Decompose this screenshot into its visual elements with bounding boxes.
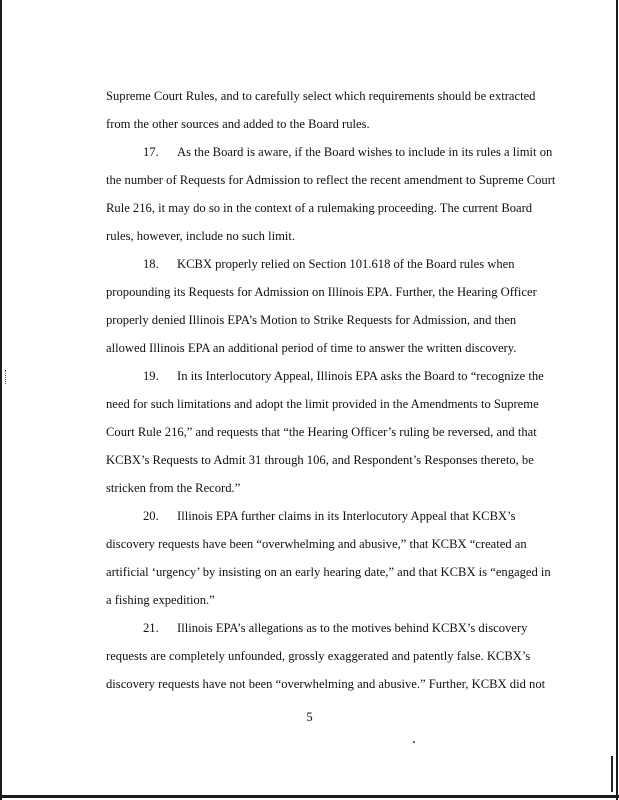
line-text: propounding its Requests for Admission on Illinois EPA. Further, the Hearing Officer — [106, 285, 537, 299]
body-line — [0, 341, 619, 355]
body-line — [0, 89, 619, 103]
line-text: discovery requests have been “overwhelming and abusive,” that KCBX “created an — [106, 537, 527, 551]
line-text: As the Board is aware, if the Board wishes to include in its rules a limit on — [177, 145, 553, 159]
body-line — [0, 537, 619, 551]
paragraph-number: 21. — [143, 621, 159, 635]
body-line — [0, 481, 619, 495]
line-text: Court Rule 216,” and requests that “the Hearing Officer’s ruling be reversed, and that — [106, 425, 537, 439]
body-line — [0, 229, 619, 243]
paragraph-number: 18. — [143, 257, 159, 271]
body-line — [0, 285, 619, 299]
line-text: Rule 216, it may do so in the context of a rulemaking proceeding. The current Board — [106, 201, 533, 215]
line-text: rules, however, include no such limit. — [106, 229, 296, 243]
line-text: stricken from the Record.” — [106, 481, 241, 495]
body-line — [0, 397, 619, 411]
scan-speck — [413, 741, 415, 743]
page-number: 5 — [306, 710, 313, 724]
paragraph-17-first-line — [0, 145, 619, 159]
line-text: allowed Illinois EPA an additional period of time to answer the written discovery. — [106, 341, 517, 355]
paragraph-number: 17. — [143, 145, 159, 159]
scan-edge-mark — [611, 756, 613, 792]
paragraph-number: 19. — [143, 369, 159, 383]
paragraph-18-first-line — [0, 257, 619, 271]
body-line — [0, 593, 619, 607]
line-text: KCBX properly relied on Section 101.618 of the Board rules when — [177, 257, 515, 271]
line-text: requests are completely unfounded, grossly exaggerated and patently false. KCBX’s — [106, 649, 531, 663]
line-text: Illinois EPA further claims in its Interlocutory Appeal that KCBX’s — [177, 509, 516, 523]
line-text: a fishing expedition.” — [106, 593, 215, 607]
line-text: Supreme Court Rules, and to carefully select which requirements should be extracted — [106, 89, 536, 103]
body-line — [0, 677, 619, 691]
line-text: the number of Requests for Admission to reflect the recent amendment to Supreme Court — [106, 173, 556, 187]
paragraph-19-first-line — [0, 369, 619, 383]
paragraph-20-first-line — [0, 509, 619, 523]
body-line — [0, 565, 619, 579]
line-text: properly denied Illinois EPA’s Motion to Strike Requests for Admission, and then — [106, 313, 517, 327]
body-line — [0, 649, 619, 663]
body-line — [0, 173, 619, 187]
body-line — [0, 453, 619, 467]
line-text: from the other sources and added to the Board rules. — [106, 117, 370, 131]
body-line — [0, 201, 619, 215]
line-text: KCBX’s Requests to Admit 31 through 106, and Respondent’s Responses thereto, be — [106, 453, 534, 467]
paragraph-number: 20. — [143, 509, 159, 523]
body-line — [0, 425, 619, 439]
body-line — [0, 117, 619, 131]
paragraph-21-first-line — [0, 621, 619, 635]
line-text: In its Interlocutory Appeal, Illinois EPA asks the Board to “recognize the — [177, 369, 544, 383]
line-text: need for such limitations and adopt the limit provided in the Amendments to Supreme — [106, 397, 539, 411]
body-line — [0, 313, 619, 327]
line-text: Illinois EPA’s allegations as to the motives behind KCBX’s discovery — [177, 621, 528, 635]
scan-edge-bottom — [0, 795, 619, 798]
line-text: artificial ‘urgency’ by insisting on an early hearing date,” and that KCBX is “engaged in — [106, 565, 551, 579]
line-text: discovery requests have not been “overwhelming and abusive.” Further, KCBX did not — [106, 677, 546, 691]
